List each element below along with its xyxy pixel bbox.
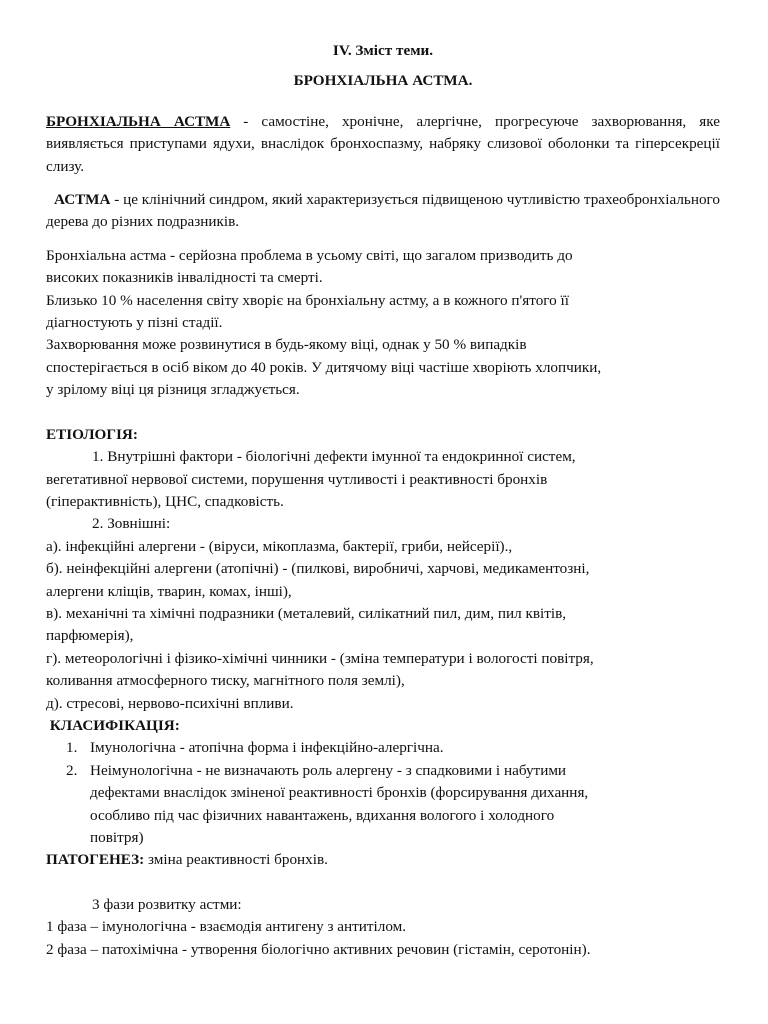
text-line: д). стресові, нервово-психічні впливи.	[46, 694, 294, 712]
classification-list	[46, 737, 720, 849]
etiology-external	[46, 536, 720, 715]
text-line: дефектами внаслідок зміненої реактивності бронхів (форсирування дихання,	[90, 784, 589, 802]
list-number: 2.	[66, 761, 78, 779]
text-line: Захворювання може розвинутися в будь-якому віці, однак у 50 % випадків	[46, 336, 527, 354]
text-line: особливо під час фізичних навантажень, вдихання вологого і холодного	[90, 806, 555, 824]
text-line: спостерігається в осіб віком до 40 років. У дитячому віці частіше хворіють хлопчики,	[46, 358, 602, 376]
text-line: вегетативної нервової системи, порушення чутливості і реактивності бронхів	[46, 470, 548, 488]
text-line: коливання атмосферного тиску, магнітного поля землі),	[46, 672, 405, 690]
list-item	[46, 760, 720, 850]
definition-asthma	[46, 189, 720, 234]
text-line: Імунологічна - атопічна форма і інфекційно-алергічна.	[90, 739, 444, 757]
etiology-heading: ЕТІОЛОГІЯ:	[46, 425, 138, 443]
classification-heading: КЛАСИФІКАЦІЯ:	[46, 716, 180, 734]
definition-bronchial-asthma	[46, 111, 720, 178]
pathogenesis-text: зміна реактивності бронхів.	[144, 851, 328, 869]
text-line: б). неінфекційні алергени (атопічні) - (пилкові, виробничі, харчові, медикаментозні,	[46, 560, 590, 578]
document-title: БРОНХІАЛЬНА АСТМА.	[293, 72, 473, 90]
text-line: діагностують у пізні стадії.	[46, 314, 223, 332]
text-line: високих показників інвалідності та смерті.	[46, 269, 323, 287]
definition-term: АСТМА	[54, 191, 111, 209]
etiology-internal	[46, 446, 720, 513]
text-line: повітря)	[90, 829, 144, 846]
definition-term: БРОНХІАЛЬНА АСТМА	[46, 112, 231, 130]
text-line: алергени кліщів, тварин, комах, інші),	[46, 582, 292, 600]
text-line: 1 фаза – імунологічна - взаємодія антигену з антитілом.	[46, 918, 407, 936]
text-line: (гіперактивність), ЦНС, спадковість.	[46, 492, 284, 510]
list-number: 1.	[66, 739, 78, 757]
phases-heading: 3 фази розвитку астми:	[92, 895, 242, 913]
pathogenesis	[46, 849, 720, 871]
text-line: у зрілому віці ця різниця згладжується.	[46, 381, 300, 399]
text-line: а). інфекційні алергени - (віруси, мікоплазма, бактерії, гриби, нейсерії).,	[46, 537, 513, 555]
intro-paragraph	[46, 245, 720, 402]
pathogenesis-label: ПАТОГЕНЕЗ:	[46, 851, 145, 869]
list-item	[46, 737, 720, 759]
text-line: Неімунологічна - не визначають роль алергену - з спадковими і набутими	[90, 761, 567, 779]
section-title: IV. Зміст теми.	[332, 42, 434, 59]
etiology-external-heading: 2. Зовнішні:	[92, 515, 171, 533]
text-line: парфюмерія),	[46, 627, 134, 645]
text-line: Близько 10 % населення світу хворіє на бронхіальну астму, а в кожного п'ятого її	[46, 291, 569, 309]
text-line: в). механічні та хімічні подразники (металевий, силікатний пил, дим, пил квітів,	[46, 604, 567, 622]
phases-list	[46, 916, 720, 961]
definition-text: - самостіне, хронічне, алергічне, прогресуюче захворювання, яке виявляється приступами ядухи, внаслідок бронхоспазму, набряку слизової оболонки та гіперсекреції слизу.	[46, 112, 720, 175]
document-page	[46, 40, 720, 961]
definition-text: - це клінічний синдром, який характеризується підвищеною чутливістю трахеобронхіального дерева до різних подразників.	[46, 191, 720, 231]
text-line: г). метеорологічні і фізико-хімічні чинники - (зміна температури і вологості повітря,	[46, 649, 594, 667]
text-line: 1. Внутрішні фактори - біологічні дефекти імунної та ендокринної систем,	[92, 448, 576, 466]
text-line: 2 фаза – патохімічна - утворення біологічно активних речовин (гістамін, серотонін).	[46, 940, 591, 958]
text-line: Бронхіальна астма - серйозна проблема в усьому світі, що загалом призводить до	[46, 246, 573, 264]
